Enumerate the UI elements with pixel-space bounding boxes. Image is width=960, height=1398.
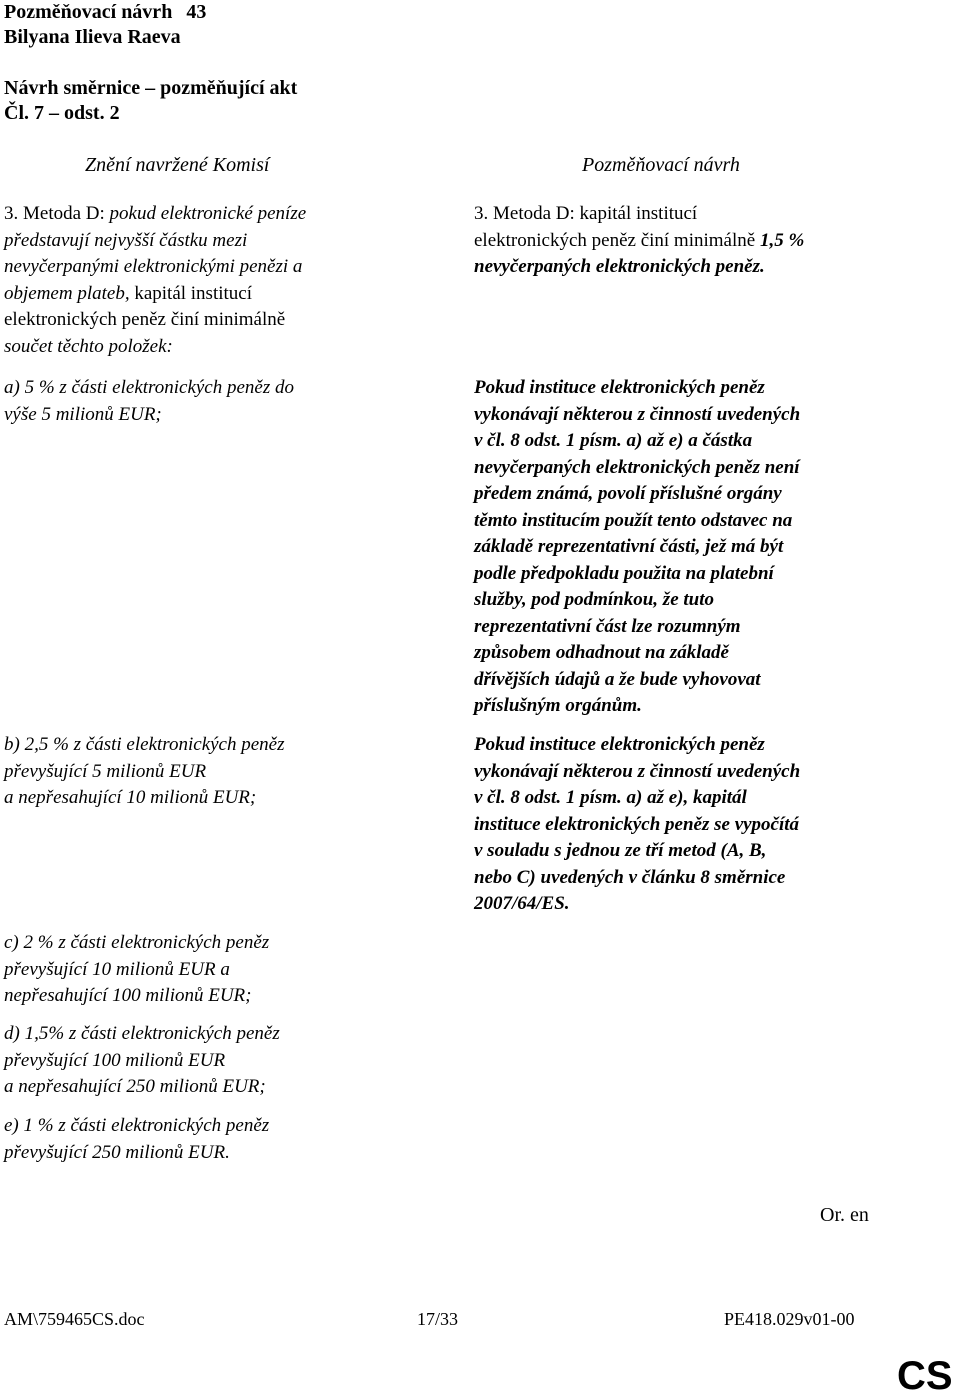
text-line: [474, 667, 800, 694]
text-run: nevyčerpanými elektronickými penězi a: [4, 256, 303, 277]
text-line: [4, 334, 306, 361]
commission-item-c: [4, 930, 269, 1010]
proposal-act: Návrh směrnice – pozměňující akt: [4, 77, 298, 99]
text-line: [4, 759, 285, 786]
pe-reference: PE418.029v01-00: [724, 1309, 855, 1329]
amendment-paragraph-methods: [474, 732, 800, 918]
amendment-author: Bilyana Ilieva Raeva: [4, 26, 181, 48]
text-run: těmto institucím použít tento odstavec na: [474, 509, 793, 531]
text-line: [474, 508, 800, 535]
amendment-header: [4, 0, 297, 126]
left-column-heading: Znění navržené Komisí: [85, 154, 270, 176]
text-run: Pokud instituce elektronických peněz: [474, 377, 765, 398]
text-run: služby, pod podmínkou, že tuto: [474, 589, 715, 610]
commission-item-a: [4, 375, 294, 428]
text-line: [4, 281, 306, 308]
text-run: objemem plateb,: [4, 282, 130, 304]
text-line: [4, 1048, 280, 1075]
text-run: e) 1 % z části elektronických peněz: [4, 1115, 270, 1136]
language-code: CS: [897, 1354, 953, 1398]
text-line: [474, 732, 800, 759]
text-run: převyšující 100 milionů EUR: [4, 1049, 226, 1071]
text-run: podle předpokladu použita na platební: [474, 562, 774, 584]
text-line: [474, 785, 800, 812]
text-run: vykonávají některou z činností uvedených: [474, 403, 801, 425]
text-line: [4, 201, 306, 228]
text-line: [4, 254, 306, 281]
text-run: b) 2,5 % z části elektronických peněz: [4, 734, 285, 755]
text-line: [474, 614, 800, 641]
text-line: [4, 375, 294, 402]
text-run: převyšující 250 milionů EUR.: [4, 1141, 230, 1163]
page-number: 17/33: [417, 1309, 459, 1329]
amendment-number: 43: [186, 1, 207, 23]
commission-paragraph-3: [4, 201, 306, 360]
text-line: [4, 402, 294, 429]
text-run: způsobem odhadnout na základě: [474, 642, 729, 663]
text-run: převyšující 10 milionů EUR a: [4, 958, 230, 980]
amendment-title: Pozměňovací návrh: [4, 1, 173, 23]
original-language: Or. en: [820, 1204, 869, 1226]
text-run: pokud elektronické peníze: [109, 203, 307, 224]
text-line: [4, 1113, 269, 1140]
text-run: nevyčerpaných elektronických peněz.: [474, 256, 765, 277]
text-line: [4, 930, 269, 957]
text-run: elektronických peněz činí minimálně: [474, 229, 760, 251]
text-run: a nepřesahující 250 milionů EUR;: [4, 1076, 266, 1097]
text-run: základě reprezentativní části, jež má být: [474, 536, 784, 557]
text-run: instituce elektronických peněz se vypočítá: [474, 813, 800, 835]
text-line: [4, 983, 269, 1010]
commission-item-d: [4, 1021, 280, 1101]
text-run: 2007/64/ES.: [474, 893, 570, 914]
text-run: 1,5 %: [759, 229, 805, 251]
text-line: [474, 201, 804, 228]
text-run: a) 5 % z části elektronických peněz do: [4, 377, 295, 398]
right-column-heading: Pozměňovací návrh: [582, 154, 740, 176]
text-line: [474, 693, 800, 720]
text-run: příslušným orgánům.: [474, 695, 642, 716]
text-run: a nepřesahující 10 milionů EUR;: [4, 787, 257, 808]
article-reference: Čl. 7 – odst. 2: [4, 102, 120, 124]
text-run: součet těchto položek:: [4, 335, 173, 357]
text-line: [4, 307, 306, 334]
amendment-number-line: [4, 0, 297, 25]
text-line: [474, 481, 800, 508]
text-line: [4, 1021, 280, 1048]
text-line: [474, 534, 800, 561]
text-line: [474, 228, 804, 255]
text-line: [474, 865, 800, 892]
text-run: elektronických peněz činí minimálně: [4, 309, 286, 330]
amendment-paragraph-representative: [474, 375, 800, 720]
text-run: dřívějších údajů a že bude vyhovovat: [474, 668, 761, 690]
commission-item-e: [4, 1113, 269, 1166]
text-run: c) 2 % z části elektronických peněz: [4, 932, 270, 953]
text-line: [4, 228, 306, 255]
text-line: [4, 957, 269, 984]
text-line: [474, 759, 800, 786]
text-line: [474, 838, 800, 865]
document-reference: AM\759465CS.doc: [4, 1309, 145, 1329]
text-line: [474, 402, 800, 429]
text-run: předem známá, povolí příslušné orgány: [474, 483, 782, 504]
text-line: [4, 785, 285, 812]
text-line: [4, 1140, 269, 1167]
text-line: [474, 375, 800, 402]
text-line: [474, 812, 800, 839]
text-line: [4, 732, 285, 759]
text-run: Pokud instituce elektronických peněz: [474, 734, 765, 755]
text-line: [474, 587, 800, 614]
text-run: vykonávají některou z činností uvedených: [474, 760, 801, 782]
amendment-paragraph-3: [474, 201, 804, 281]
text-run: 3. Metoda D:: [4, 203, 110, 224]
text-run: 3. Metoda D: kapitál institucí: [474, 203, 698, 224]
text-run: d) 1,5% z části elektronických peněz: [4, 1023, 280, 1044]
text-line: [474, 428, 800, 455]
text-run: kapitál institucí: [129, 282, 253, 304]
text-run: převyšující 5 milionů EUR: [4, 760, 207, 782]
commission-item-b: [4, 732, 285, 812]
text-run: nepřesahující 100 milionů EUR;: [4, 985, 252, 1006]
text-line: [474, 640, 800, 667]
text-line: [4, 1074, 280, 1101]
text-line: [474, 561, 800, 588]
text-run: nebo C) uvedených v článku 8 směrnice: [474, 866, 786, 888]
text-run: výše 5 milionů EUR;: [4, 403, 162, 425]
text-run: nevyčerpaných elektronických peněz není: [474, 456, 800, 478]
text-run: reprezentativní část lze rozumným: [474, 615, 741, 637]
text-run: představují nejvyšší částku mezi: [4, 229, 248, 251]
text-line: [474, 891, 800, 918]
text-run: v čl. 8 odst. 1 písm. a) až e), kapitál: [474, 787, 747, 808]
text-run: v čl. 8 odst. 1 písm. a) až e) a částka: [474, 430, 753, 451]
text-run: v souladu s jednou ze tří metod (A, B,: [474, 840, 767, 861]
text-line: [474, 254, 804, 281]
text-line: [474, 455, 800, 482]
